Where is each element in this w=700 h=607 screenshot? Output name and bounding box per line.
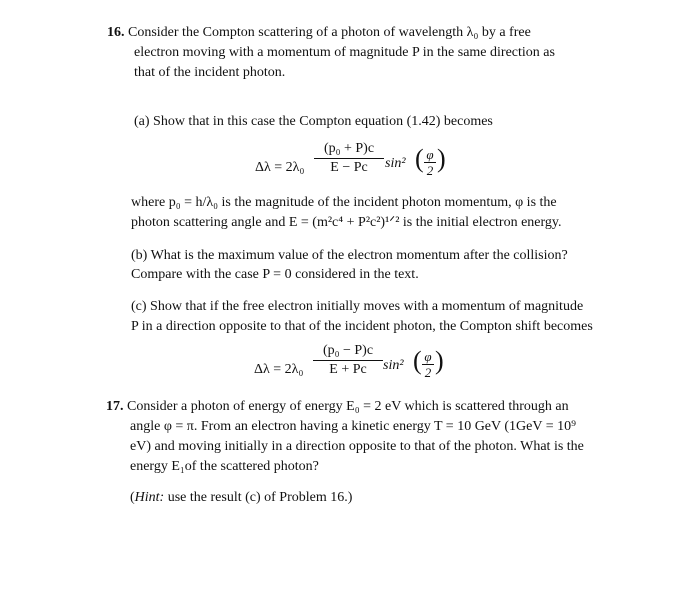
problem-17-text-3: eV) and moving initially in a direction opposite to that of the photon. What is the <box>130 439 584 454</box>
problem-17-text-1: Consider a photon of energy of energy E₀ = 2 eV which is scattered through an <box>127 399 569 414</box>
equation-a-angle-den: 2 <box>426 163 434 178</box>
problem-16-intro-3: that of the incident photon. <box>134 65 286 80</box>
equation-c-lhs: Δλ = 2λ₀ <box>254 362 304 377</box>
part-c-line-1: (c) Show that if the free electron initially moves with a momentum of magnitude <box>131 299 584 314</box>
equation-c-left-paren: ( <box>413 346 422 375</box>
hint-label: Hint: <box>134 490 165 505</box>
equation-c-fraction <box>313 343 383 378</box>
problem-16-number: 16. <box>107 25 125 40</box>
equation-c-angle-den: 2 <box>424 365 432 380</box>
equation-c-numerator: (p₀ − P)c <box>322 343 374 358</box>
equation-c-trig: sin² <box>383 358 404 373</box>
equation-a-right-paren: ) <box>437 144 446 173</box>
part-b-line-2: Compare with the case P = 0 considered in the text. <box>131 267 419 282</box>
equation-c-right-paren: ) <box>435 346 444 375</box>
problem-17-hint <box>130 489 352 507</box>
equation-a-angle <box>424 148 436 177</box>
equation-a-denominator: E − Pc <box>330 160 368 175</box>
equation-c-angle <box>422 350 434 379</box>
equation-a-angle-num: φ <box>426 147 434 162</box>
equation-a-left-paren: ( <box>415 144 424 173</box>
equation-c-fraction-bar <box>313 360 383 361</box>
problem-17-text-2: angle φ = π. From an electron having a kinetic energy T = 10 GeV (1GeV = 10⁹ <box>130 419 576 434</box>
part-b-line-1: (b) What is the maximum value of the electron momentum after the collision? <box>131 248 568 263</box>
part-a-text: (a) Show that in this case the Compton equation (1.42) becomes <box>134 114 493 129</box>
part-c-line-2: P in a direction opposite to that of the incident photon, the Compton shift becomes <box>131 319 593 334</box>
problem-16-line-1 <box>107 24 531 42</box>
problem-17-line-1 <box>106 398 569 416</box>
part-a-where-2: photon scattering angle and E = (m²c⁴ + P²c²)¹ᐟ² is the initial electron energy. <box>131 215 562 230</box>
equation-a-numerator: (p₀ + P)c <box>323 141 375 156</box>
equation-a-trig: sin² <box>385 156 406 171</box>
problem-16-intro-2: electron moving with a momentum of magnitude P in the same direction as <box>134 45 555 60</box>
part-a-where-1: where p₀ = h/λ₀ is the magnitude of the incident photon momentum, φ is the <box>131 195 557 210</box>
problem-16-intro-1: Consider the Compton scattering of a photon of wavelength λ₀ by a free <box>128 25 531 40</box>
hint-open-paren: ( <box>130 490 135 505</box>
equation-c-denominator: E + Pc <box>329 362 367 377</box>
problem-17-number: 17. <box>106 399 124 414</box>
equation-a-fraction-bar <box>314 158 384 159</box>
equation-a-fraction <box>314 141 384 176</box>
problem-17-text-4: energy E₁of the scattered photon? <box>130 459 319 474</box>
equation-c-angle-num: φ <box>424 349 432 364</box>
equation-a-lhs: Δλ = 2λ₀ <box>255 160 305 175</box>
hint-text: use the result (c) of Problem 16.) <box>167 490 353 505</box>
